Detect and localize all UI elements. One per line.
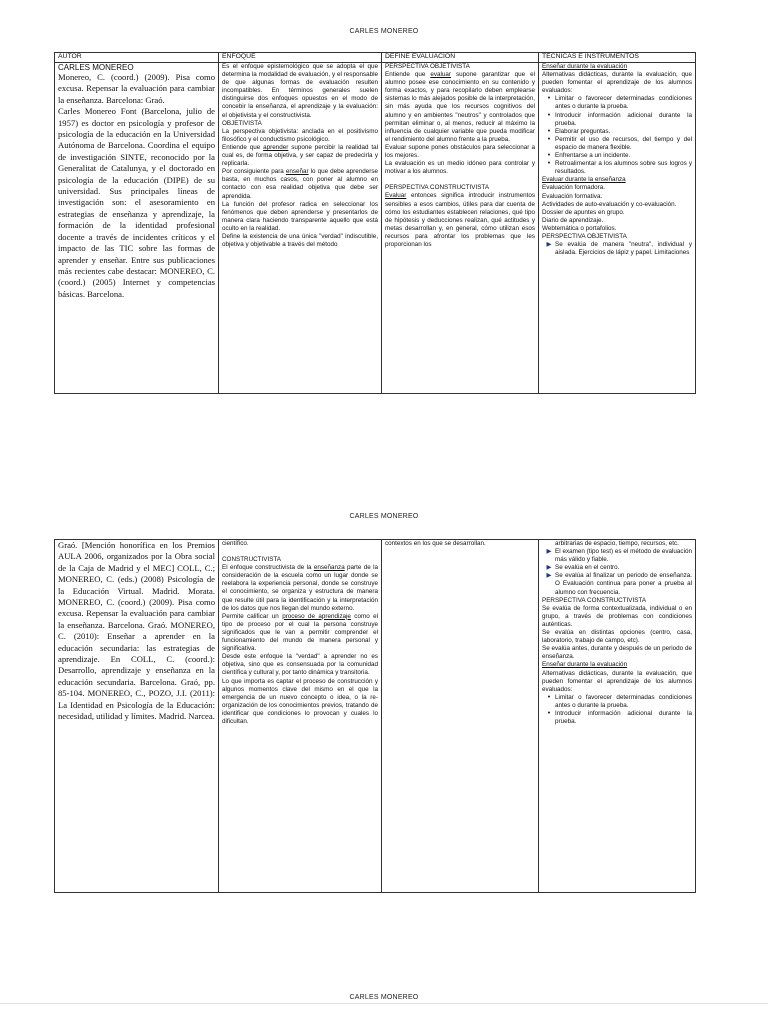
table-header-row (55, 53, 696, 63)
page-divider (0, 1003, 768, 1004)
list-item (547, 709, 692, 726)
bullet-dot-icon: • (547, 95, 551, 103)
summary-table-continued (54, 539, 696, 893)
underlined-term: proceso de aprendizaje (282, 612, 351, 620)
tecnicas-intro: Alternativas didácticas, durante la evaluación, que pueden fomentar el aprendizaje de los alumnos evaluados: (542, 71, 692, 95)
underlined-term: aprender (263, 143, 289, 151)
enfoque-objetivista-paragraph: La función del profesor radica en seleccionar los fenómenos que deben aprenderse y presentarlos de manera clara haciendo transparente aquello que está oculto en la realidad. (222, 200, 378, 232)
tecnicas-bullet-list (542, 694, 692, 726)
tecnicas-cell (539, 540, 696, 893)
arrow-bullet-icon: ▶ (546, 241, 552, 249)
tecnicas-cell (539, 63, 696, 394)
underlined-term: evaluar (430, 71, 451, 79)
page-2 (0, 505, 768, 995)
enfoque-objetivista-heading: OBJETIVISTA (222, 119, 262, 127)
enfoque-objetivista-paragraph: La perspectiva objetivista: anclada en el positivismo filosófico y el conductismo psicológico. (222, 127, 378, 143)
list-item (547, 95, 692, 111)
list-item-text: El examen (tipo test) es el método de evaluación más válido y fiable. (555, 548, 692, 564)
text-span: supone garantizar que el alumno posee ese conocimiento en su contenido y forma exactos, y para recopilarlo deben emplearse sistemas lo más alejados posible de la interpretación, sin más ayuda que los recursos cognitivos del alumno y en ambientes "neutros" y controlados que permitan eliminar o, al menos, reducir al máximo la influencia de cualquier variable que pueda modificar el rendimiento del alumno frente a la prueba. (385, 71, 535, 143)
list-item (547, 693, 692, 710)
arrow-bullet-icon: ▶ (546, 572, 552, 580)
enfoque-objetivista-paragraph (222, 144, 378, 168)
define-cell (382, 63, 539, 394)
summary-table (54, 52, 696, 394)
enfoque-constructivista-paragraph (222, 613, 378, 653)
text-span: supone percibir la realidad tal cual es, de forma objetiva, y ser capaz de predecirla y replicarla. (222, 143, 378, 168)
enfoque-objetivista-paragraph: Define la existencia de una única "verdad" indiscutible, objetiva y objetivable a través del método (222, 232, 378, 249)
list-item (547, 152, 692, 160)
enfoque-constructivista-paragraph: Lo que importa es captar el proceso de construcción y algunos momentos clave del mismo en el que la emergencia de un nuevo concepto o idea, o la re-organización de los conocimientos previos, tratando de identificar que condiciones lo provocan y cuales lo dificultan. (222, 677, 378, 725)
text-span: Permite calificar un (222, 612, 283, 620)
arrow-bullet-icon: ▶ (546, 564, 552, 572)
define-objetivista-heading: PERSPECTIVA OBJETIVISTA (385, 63, 470, 70)
define-constructivista-heading: PERSPECTIVA CONSTRUCTIVISTA (385, 184, 490, 192)
tecnicas-arrow-list (542, 241, 692, 257)
tecnicas-objetivista-heading: PERSPECTIVA OBJETIVISTA (542, 232, 627, 240)
tecnicas-line: Dossier de apuntes en grupo. (542, 208, 625, 216)
define-constructivista-paragraph (385, 192, 535, 249)
list-item-text: Introducir información adicional durante la prueba. (555, 709, 692, 726)
list-item-text: Se evalúa al finalizar un periodo de enseñanza. O Evaluación continua para poner a prueba al alumno con frecuencia. (555, 572, 692, 596)
spacer (222, 548, 378, 556)
tecnicas-bullet-list (542, 95, 692, 176)
tecnicas-line: Se evalúa de forma contextualizada, individual o en grupo, a través de problemas con condiciones auténticas. (542, 604, 692, 628)
bullet-dot-icon: • (547, 160, 551, 168)
list-item (547, 160, 692, 176)
autor-cell (55, 63, 219, 394)
text-span: como el tipo de proceso por el cual la persona construye significados que le van a permitir comprender el funcionamiento del mundo de manera personal y significativa. (222, 612, 378, 653)
list-item-text: Se evalúa en el centro. (555, 564, 620, 572)
tecnicas-continued: arbitrarias de espacio, tiempo, recursos, etc. (555, 540, 679, 547)
autor-reference: Monereo, C. (coord.) (2009). Pisa como excusa. Repensar la evaluación para cambiar la enseñanza. Barcelona: Graó. (58, 72, 215, 105)
list-item-text: Se evalúa de manera "neutra", individual y aislada. Ejercicios de lápiz y papel. Limitaciones (555, 241, 692, 257)
tecnicas-constructivista-heading: PERSPECTIVA CONSTRUCTIVISTA (542, 596, 647, 604)
tecnicas-line: Diario de aprendizaje. (542, 216, 604, 224)
running-header: CARLES MONEREO (349, 28, 419, 35)
running-header: CARLES MONEREO (349, 994, 419, 1001)
tecnicas-line: Webtemática o portafolios. (542, 224, 617, 232)
spacer (385, 176, 535, 184)
underlined-term: enseñar (285, 168, 309, 176)
list-item (546, 241, 692, 257)
list-item-text: Retroalimentar a los alumnos sobre sus logros y resultados. (555, 160, 692, 176)
list-item (546, 548, 692, 564)
arrow-bullet-icon: ▶ (546, 548, 552, 556)
list-item (547, 111, 692, 128)
text-span: entonces significa introducir instrumentos sensibles a esos cambios, útiles para dar cuenta de cómo los estudiantes establecen relaciones, qué tipo de hipótesis y deducciones realizan, qué actitudes y metas desarrollan y, en general, cómo utilizan esos recursos para afrontar los problemas que les proporcionan los (385, 192, 535, 248)
text-span: El enfoque constructivista de la (222, 564, 314, 572)
list-item-text: Permitir el uso de recursos, del tiempo y del espacio de manera flexible. (555, 135, 692, 151)
enfoque-continued: científico. (222, 540, 249, 547)
text-span: Entiende que (385, 71, 431, 79)
enfoque-cell (219, 63, 382, 394)
list-item-text: Enfrentarse a un incidente. (555, 152, 631, 160)
page-1 (0, 0, 768, 490)
text-span: Por consiguiente para (222, 168, 286, 176)
define-cell (382, 540, 539, 893)
bullet-dot-icon: • (547, 152, 551, 160)
column-header-enfoque: ENFOQUE (219, 53, 382, 63)
tecnicas-line: Se evalúa antes, durante y después de un periodo de enseñanza. (542, 645, 692, 661)
bullet-dot-icon: • (547, 135, 551, 143)
enfoque-constructivista-heading: CONSTRUCTIVISTA (222, 556, 282, 564)
bullet-dot-icon: • (547, 709, 551, 717)
list-item-text: Limitar o favorecer determinadas condiciones antes o durante la prueba. (555, 693, 692, 709)
tecnicas-line: Se evalúa en distintas opciones (centro, casa, laboratorio, trabajo de campo, etc). (542, 629, 692, 645)
tecnicas-subheading: Evaluar durante la enseñanza (542, 176, 626, 184)
bullet-dot-icon: • (547, 693, 551, 701)
autor-cell (55, 540, 219, 893)
define-objetivista-paragraph (385, 71, 535, 144)
enfoque-objetivista-paragraph (222, 168, 378, 200)
text-span: lo que debe aprenderse basta, en muchos casos, con poner al alumno en contacto con esa realidad objetiva que debe ser aprendida. (222, 168, 378, 200)
define-objetivista-paragraph: Evaluar supone pones obstáculos para seleccionar a los mejores. (385, 143, 535, 160)
tecnicas-line: Evaluación formadora. (542, 184, 606, 192)
column-header-tecnicas: TÉCNICAS E INSTRUMENTOS (539, 53, 696, 63)
tecnicas-subheading: Enseñar durante la evaluación (542, 661, 628, 669)
enfoque-cell (219, 540, 382, 893)
tecnicas-line: Actividades de auto-evaluación y co-evaluación. (542, 200, 677, 208)
list-item (546, 564, 692, 572)
autor-biography-continued: Graó. [Mención honorífica en los Premios AULA 2006, organizados por la Obra social de la Caja de Madrid y el MEC] COLL, C.; MONEREO, C. (eds.) (2008) Psicología de la Educación Virtual. Madrid. Morata. MONEREO, C. (coord.) (2009). Pisa como excusa. Repensar la evaluación para cambiar la enseñanza. Barcelona. Graó. MONEREO, C. (2010): Enseñar a aprender en la educación secundaria: las estrategias de aprendizaje. En COLL, C. (coord.): Desarrollo, aprendizaje y enseñanza en la educación secundaria. Barcelona. Graó, pp. 85-104. MONEREO, C., POZO, J.I. (2011): La Identidad en Psicología de la Educación: necesidad, utilidad y límites. Madrid. Narcea. (58, 540, 215, 722)
bullet-dot-icon: • (547, 127, 551, 135)
running-header: CARLES MONEREO (349, 513, 419, 520)
page-3 (0, 990, 768, 1024)
text-span: parte de la consideración de la escuela como un lugar donde se reelabora la experiencia personal, donde se construye el conocimiento, se organiza y estructura de manera que resulte útil para la identificación y la interpretación de los datos que nos llegan del mundo externo. (222, 564, 378, 612)
list-item (547, 127, 692, 136)
text-span: Entiende que (222, 143, 264, 151)
column-header-define-evaluacion: DEFINE EVALUACIÓN (382, 53, 539, 63)
autor-biography: Carles Monereo Font (Barcelona, julio de 1957) es doctor en psicología y profesor de psicología de la educación en la Universidad Autónoma de Barcelona. Coordina el equipo de investigación SINTE, reconocido por la Generalitat de Catalunya, y el doctorado en psicología de la educación (DIPE) de su universidad. Sus principales líneas de investigación son: el asesoramiento en estrategias de enseñanza y aprendizaje, la formación de la identidad profesional docente a través de incidentes críticos y el impacto de las TIC sobre las formas de aprender y enseñar. Entre sus publicaciones más recientes cabe destacar: MONEREO, C. (coord.) (2005) Internet y competencias básicas. Barcelona. (58, 106, 215, 299)
underlined-term: Evaluar (385, 192, 407, 200)
tecnicas-intro: Alternativas didácticas, durante la evaluación, que pueden fomentar el aprendizaje de los alumnos evaluados: (542, 669, 692, 693)
list-item-text: Introducir información adicional durante la prueba. (555, 111, 692, 127)
underlined-term: enseñanza (313, 564, 345, 572)
list-item-text: Limitar o favorecer determinadas condiciones antes o durante la prueba. (555, 95, 692, 111)
list-item-text: Elaborar preguntas. (555, 127, 611, 135)
enfoque-intro: Es el enfoque epistemológico que se adopta el que determina la modalidad de evaluación, y el responsable de que algunas formas de evaluación resulten incompatibles. En términos generales suelen distinguirse dos enfoques opuestos en el modo de concebir la enseñanza, el aprendizaje y la evaluación: el objetivista y el constructivista. (222, 63, 378, 119)
define-objetivista-paragraph: La evaluación es un medio idóneo para controlar y motivar a los alumnos. (385, 160, 535, 176)
tecnicas-arrow-list (542, 548, 692, 597)
tecnicas-subheading: Enseñar durante la evaluación (542, 63, 628, 70)
autor-title: CARLES MONEREO (58, 63, 134, 72)
tecnicas-line: Evaluación formativa. (542, 192, 603, 200)
column-header-autor: AUTOR (55, 53, 219, 63)
enfoque-constructivista-paragraph (222, 564, 378, 613)
bullet-dot-icon: • (547, 111, 551, 119)
define-continued: contextos en los que se desarrollan. (385, 540, 486, 547)
list-item (546, 572, 692, 596)
list-item (547, 135, 692, 152)
table-row (55, 540, 696, 893)
table-row (55, 63, 696, 394)
enfoque-constructivista-paragraph: Desde este enfoque la "verdad" a aprender no es objetiva, sino que es consensuada por la comunidad científica y cultural y, por tanto dinámica y transitoria. (222, 653, 378, 677)
